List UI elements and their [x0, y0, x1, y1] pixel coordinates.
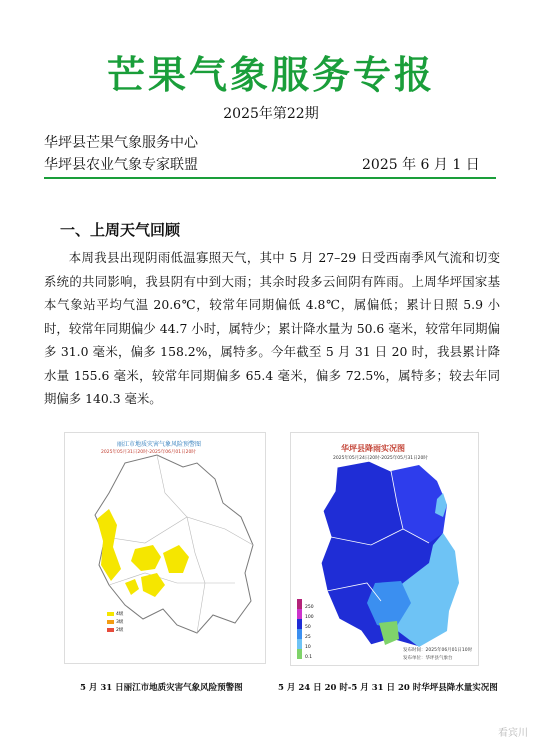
rainfall-observation-map — [290, 432, 479, 666]
legend-value: 100 — [305, 615, 314, 620]
right-map-publisher: 发布单位：华坪县气象台 — [403, 656, 453, 661]
legend-value: 0.1 — [305, 655, 313, 660]
legend-swatch — [107, 620, 114, 624]
issuing-organization-1: 华坪县芒果气象服务中心 — [44, 135, 198, 151]
geohazard-map-graphic — [65, 433, 265, 663]
legend-swatch — [107, 628, 114, 632]
legend-value: 25 — [305, 635, 311, 640]
legend-value: 10 — [305, 645, 311, 650]
right-map-subtitle: 2025年05月24日20时-2025年05月31日20时 — [333, 456, 428, 461]
left-legend-item-3: 3级 — [107, 619, 123, 625]
right-map-publish-time: 发布时间：2025年06月01日10时 — [403, 648, 473, 653]
issue-number: 2025年第22期 — [223, 106, 319, 122]
report-title: 芒果气象服务专报 — [106, 52, 435, 97]
right-map-title: 华坪县降雨实况图 — [341, 444, 405, 453]
right-figure-caption: 5 月 24 日 20 时-5 月 31 日 20 时华坪县降水量实况图 — [278, 683, 498, 693]
rainfall-map-graphic — [291, 433, 478, 665]
weather-review-paragraph: 本周我县出现阴雨低温寡照天气，其中 5 月 27–29 日受西南季风气流和切变系统的共同影响，我县阴有中到大雨；其余时段多云间阴有阵雨。上周华坪国家基本气象站平均气温 20.6℃，较常年同期偏低 4.8℃，属偏低；累计日照 5.9 小时，较常年同期偏少 44.7 小时，属特少；累计降水量为 50.6 毫米，较常年同期偏多 31.0 毫米，偏多 158.2%，属特多。今年截至 5 月 31 日 20 时，我县累计降水量 155.6 毫米，较常年同期偏多 65.4 毫米，偏多 72.5%，属特多；较去年同期偏多 140.3 毫米。 — [44, 250, 500, 406]
section-heading: 一、上周天气回顾 — [60, 221, 181, 239]
issuing-organization-2: 华坪县农业气象专家联盟 — [44, 157, 198, 173]
publish-date: 2025 年 6 月 1 日 — [362, 157, 480, 173]
legend-value: 50 — [305, 625, 311, 630]
legend-value: 250 — [305, 605, 314, 610]
left-legend-item-2: 2级 — [107, 627, 123, 633]
left-legend-item-4: 4级 — [107, 611, 123, 617]
left-figure-caption: 5 月 31 日丽江市地质灾害气象风险预警图 — [80, 683, 243, 693]
header-divider — [44, 177, 496, 179]
left-map-subtitle: 2025年05月31日20时-2025年06月01日20时 — [101, 450, 196, 455]
watermark: 看宾川 — [498, 728, 528, 739]
geohazard-risk-map — [64, 432, 266, 664]
legend-swatch — [107, 612, 114, 616]
left-map-title: 丽江市地质灾害气象风险预警图 — [117, 441, 202, 448]
